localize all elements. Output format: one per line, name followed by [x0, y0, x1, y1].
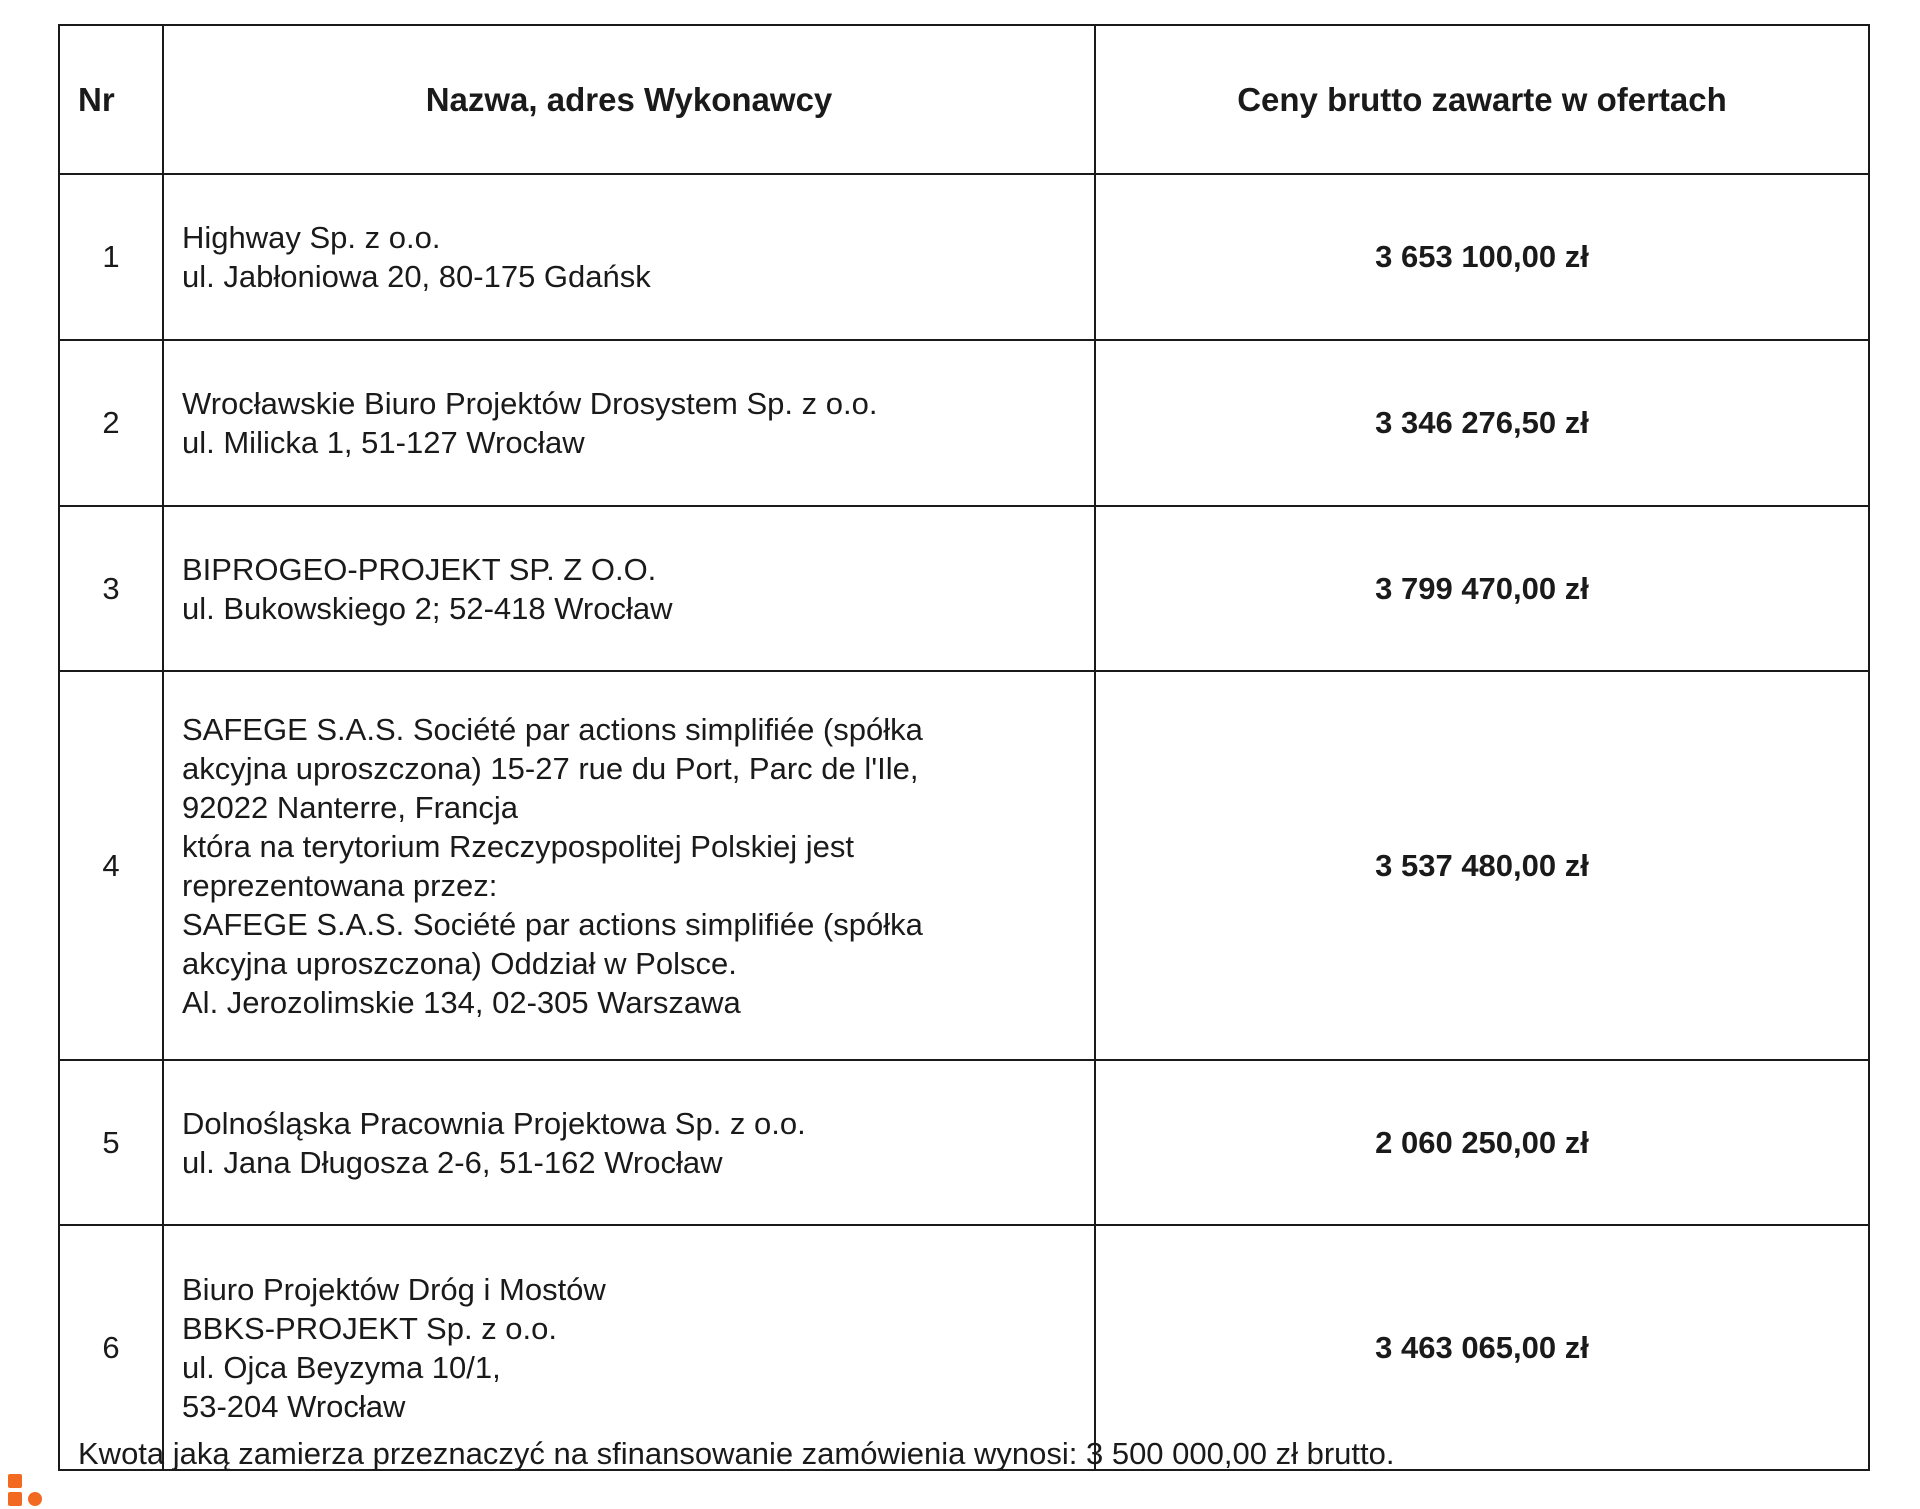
price-cell: 3 653 100,00 zł: [1095, 174, 1869, 340]
brand-logo-icon: [8, 1474, 44, 1508]
contractor-line: 92022 Nanterre, Francja: [182, 789, 519, 825]
contractor-line: akcyjna uproszczona) Oddział w Polsce.: [182, 945, 737, 981]
price-cell: 3 799 470,00 zł: [1095, 506, 1869, 671]
contractor-line: ul. Jana Długosza 2-6, 51-162 Wrocław: [182, 1144, 723, 1180]
contractor-line: ul. Bukowskiego 2; 52-418 Wrocław: [182, 590, 673, 626]
row-number: 6: [59, 1225, 163, 1470]
contractor-line: BBKS-PROJEKT Sp. z o.o.: [182, 1310, 558, 1346]
table-row: [59, 506, 1869, 671]
table-header-row: [59, 25, 1869, 174]
price-cell: 3 537 480,00 zł: [1095, 671, 1869, 1060]
header-nr: Nr: [59, 25, 163, 174]
contractor-cell: [163, 1060, 1095, 1225]
contractor-line: Wrocławskie Biuro Projektów Drosystem Sp. z o.o.: [182, 386, 878, 421]
contractor-line: ul. Jabłoniowa 20, 80-175 Gdańsk: [182, 259, 651, 294]
row-number: 4: [59, 671, 163, 1060]
contractor-line: 53-204 Wrocław: [182, 1388, 406, 1424]
contractor-line: BIPROGEO-PROJEKT SP. Z O.O.: [182, 551, 657, 587]
row-number: 3: [59, 506, 163, 671]
contractor-cell: [163, 1225, 1095, 1470]
contractor-cell: [163, 506, 1095, 671]
contractor-cell: [163, 174, 1095, 340]
table-row: [59, 1225, 1869, 1470]
price-cell: 3 346 276,50 zł: [1095, 340, 1869, 506]
contractor-line: Highway Sp. z o.o.: [182, 220, 441, 255]
table-row: [59, 671, 1869, 1060]
contractor-line: ul. Milicka 1, 51-127 Wrocław: [182, 425, 585, 460]
contractor-line: reprezentowana przez:: [182, 867, 498, 903]
contractor-cell: [163, 340, 1095, 506]
contractor-line: SAFEGE S.A.S. Société par actions simplifiée (spółka: [182, 906, 923, 942]
contractor-cell: [163, 671, 1095, 1060]
row-number: 2: [59, 340, 163, 506]
contractor-line: Biuro Projektów Dróg i Mostów: [182, 1271, 606, 1307]
offers-table: [58, 24, 1870, 1471]
table-row: [59, 1060, 1869, 1225]
header-price: Ceny brutto zawarte w ofertach: [1095, 25, 1869, 174]
contractor-line: Dolnośląska Pracownia Projektowa Sp. z o.o.: [182, 1105, 806, 1141]
header-contractor: Nazwa, adres Wykonawcy: [163, 25, 1095, 174]
table-row: [59, 174, 1869, 340]
table-body: [59, 174, 1869, 1470]
price-cell: 2 060 250,00 zł: [1095, 1060, 1869, 1225]
row-number: 5: [59, 1060, 163, 1225]
row-number: 1: [59, 174, 163, 340]
contractor-line: Al. Jerozolimskie 134, 02-305 Warszawa: [182, 984, 741, 1020]
budget-note: Kwota jaką zamierza przeznaczyć na sfinansowanie zamówienia wynosi: 3 500 000,00 zł brutto.: [78, 1436, 1395, 1471]
price-cell: 3 463 065,00 zł: [1095, 1225, 1869, 1470]
table-row: [59, 340, 1869, 506]
contractor-line: SAFEGE S.A.S. Société par actions simplifiée (spółka: [182, 711, 923, 747]
contractor-line: która na terytorium Rzeczypospolitej Polskiej jest: [182, 828, 854, 864]
contractor-line: ul. Ojca Beyzyma 10/1,: [182, 1349, 501, 1385]
contractor-line: akcyjna uproszczona) 15-27 rue du Port, Parc de l'Ile,: [182, 750, 919, 786]
